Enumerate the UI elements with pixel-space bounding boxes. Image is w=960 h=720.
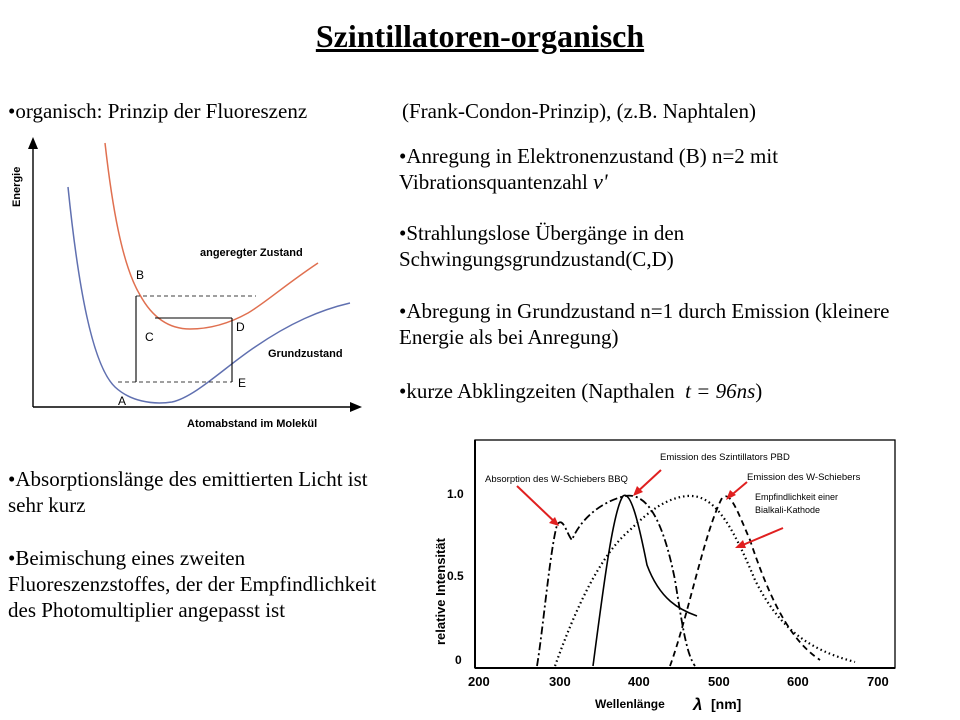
curve-absorption-bbq [537,496,695,666]
excited-state-label: angeregter Zustand [200,247,303,259]
arrow-sensitivity [738,528,783,547]
point-e: E [238,376,247,390]
bullet-excitation [399,143,939,195]
curve-emission-w [670,496,820,666]
ground-state-label: Grundzustand [268,348,343,360]
annotation-emission-pbd: Emission des Szintillators PBD [660,452,790,463]
bullet-absorption-length [8,466,388,518]
annotation-emission-w: Emission des W-Schiebers [747,472,861,483]
ytick-05: 0.5 [447,569,464,583]
curve-bialkali-sensitivity [555,496,855,666]
bullet-second-fluor-text: Beimischung eines zweiten Fluoreszenzstoffes, der der Empfindlichkeit des Photomultiplier angepasst ist [8,546,377,622]
point-a: A [118,394,127,408]
bullet-decay-end: ) [755,379,763,403]
point-c: C [145,330,154,344]
ytick-0: 0 [455,653,462,667]
intro-continuation: (Frank-Condon-Prinzip), (z.B. Naphtalen) [402,99,756,123]
point-d: D [236,320,245,334]
bullet-absorption-length-text: Absorptionslänge des emittierten Licht ist sehr kurz [8,467,368,517]
annotation-sensitivity-1: Empfindlichkeit einer [755,492,839,502]
spectrum-xunit: [nm] [711,696,742,712]
curve-emission-pbd [593,495,697,666]
arrow-sensitivity-head [735,540,746,548]
xtick-300: 300 [549,674,571,689]
bullet-second-fluor [8,545,403,623]
vibration-symbol: ν' [593,169,608,194]
decay-formula: t = 96ns [685,379,756,403]
bullet-radiationless [399,220,939,272]
bullet-radiationless-text: Strahlungslose Übergänge in den Schwingungsgrundzustand(C,D) [399,221,685,271]
excited-state-curve [105,143,318,329]
ytick-10: 1.0 [447,487,464,501]
spectrum-ylabel: relative Intensität [433,538,448,645]
point-b: B [136,268,145,282]
spectrum-xlabel: Wellenlänge [595,697,665,711]
bullet-deexcitation [399,298,944,350]
bullet-decay [399,378,944,404]
spectrum-lambda: λ [693,695,703,714]
xtick-400: 400 [628,674,650,689]
page-title: Szintillatoren-organisch [315,18,645,54]
bullet-excitation-text: Anregung in Elektronenzustand (B) n=2 mit Vibrationsquantenzahl [399,144,779,194]
bullet-decay-text: kurze Abklingzeiten (Napthalen [406,379,675,403]
energy-xlabel: Atomabstand im Molekül [187,418,318,430]
spectrum-chart [425,430,905,720]
xtick-700: 700 [867,674,889,689]
arrow-absorption [517,486,558,525]
annotation-absorption: Absorption des W-Schiebers BBQ [485,474,628,485]
energy-y-arrow [28,137,38,149]
intro-bullet [8,98,307,124]
xtick-200: 200 [468,674,490,689]
xtick-500: 500 [708,674,730,689]
ground-state-curve [68,187,350,403]
bullet-deexcitation-text: Abregung in Grundzustand n=1 durch Emission (kleinere Energie als bei Anregung) [399,299,890,349]
energy-ylabel: Energie [11,166,23,207]
annotation-sensitivity-2: Bialkali-Kathode [755,505,821,515]
xtick-600: 600 [787,674,809,689]
energy-diagram [0,135,380,440]
energy-x-arrow [350,402,362,412]
intro-text: organisch: Prinzip der Fluoreszenz [15,99,308,123]
